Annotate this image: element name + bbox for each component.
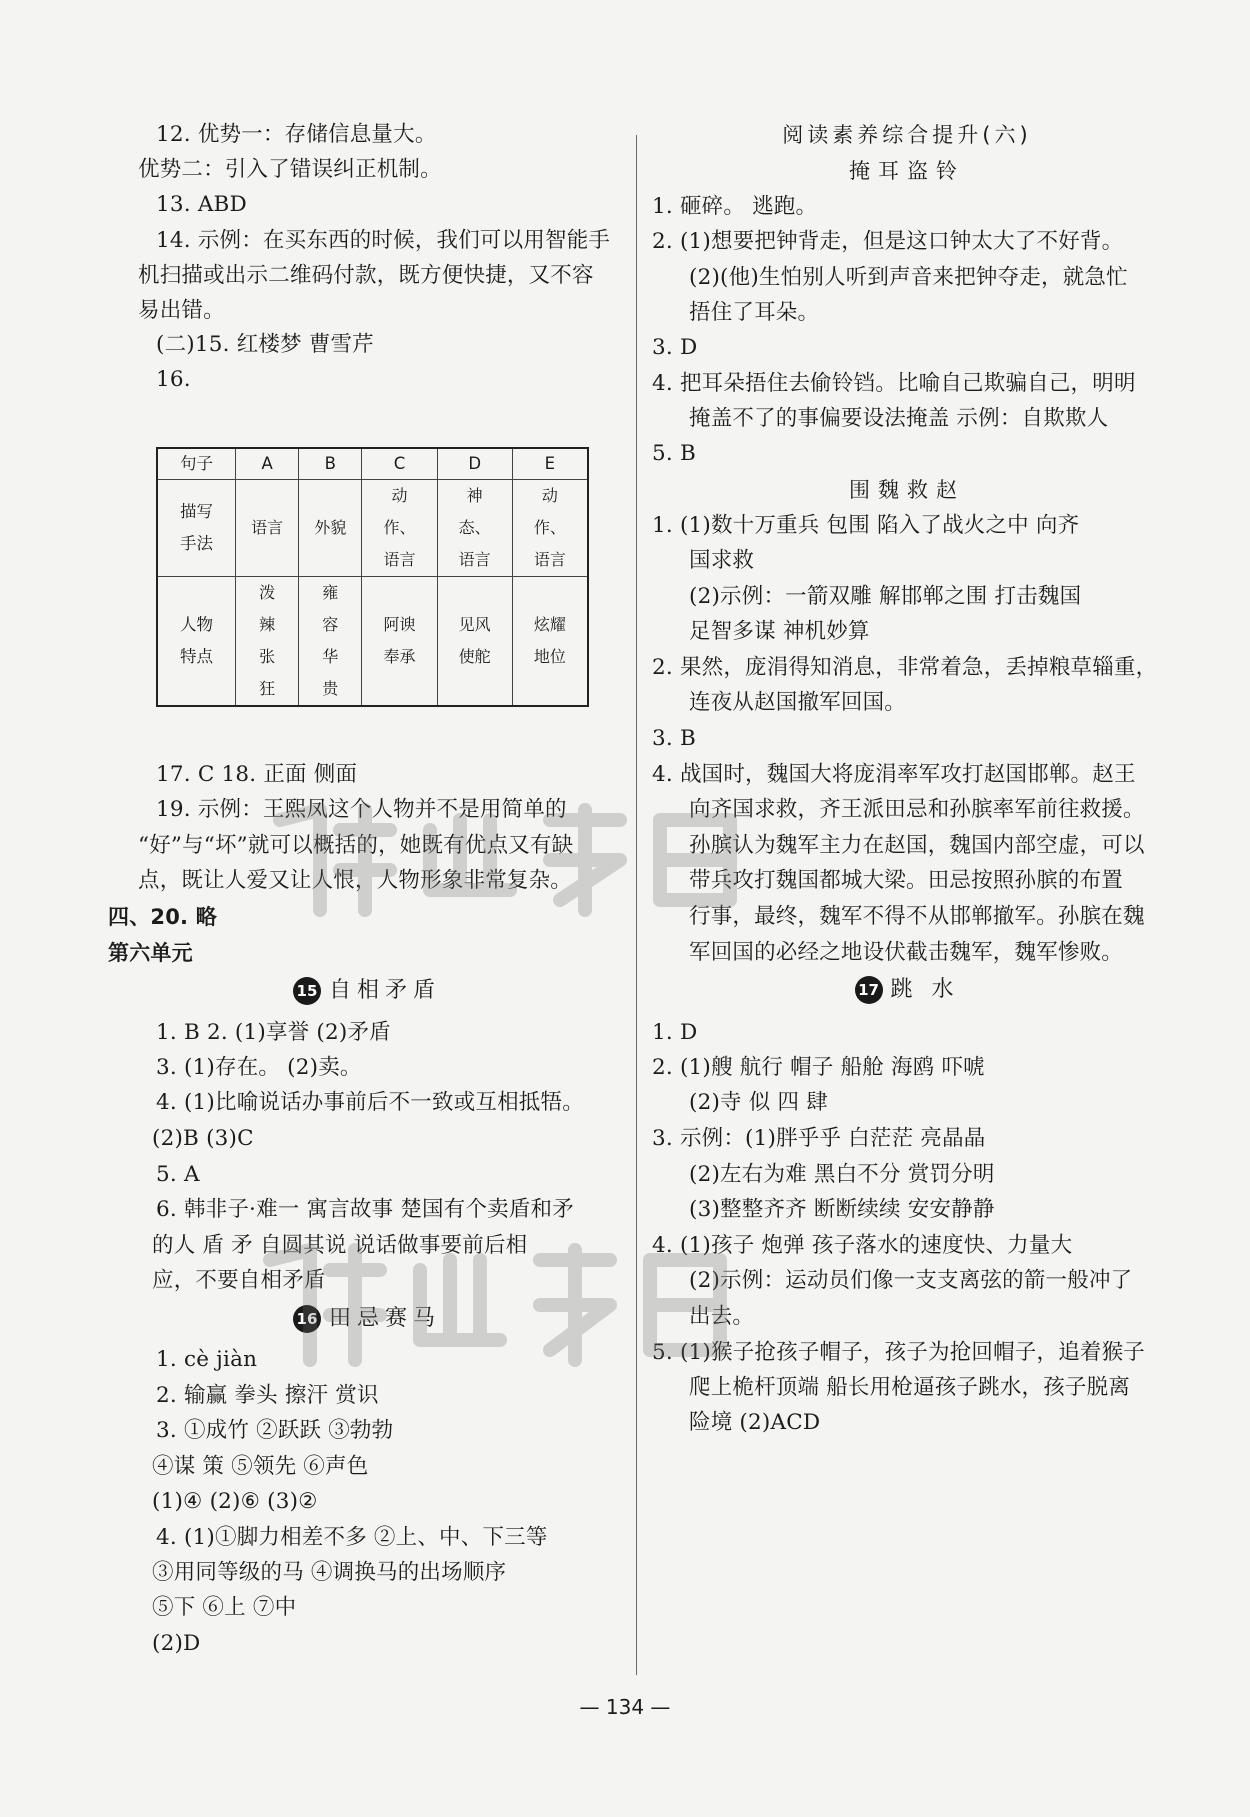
story-title: 围魏救赵	[849, 478, 965, 502]
answer-line: (2)B (3)C	[152, 1126, 254, 1151]
answer-line: 14. 示例：在买东西的时候，我们可以用智能手	[156, 228, 611, 253]
answer-line: 向齐国求救，齐王派田忌和孙膑率军前往救援。	[689, 797, 1145, 822]
story-title: 掩耳盗铃	[849, 159, 965, 183]
answer-line: (3)整整齐齐 断断续续 安安静静	[689, 1197, 995, 1222]
table-cell: A	[236, 448, 299, 480]
answer-line: 13. ABD	[156, 192, 247, 217]
answer-line: 1. 砸碎。 逃跑。	[652, 194, 818, 219]
answer-line: 3. B	[652, 726, 696, 751]
answer-line: ④谋 策 ⑤领先 ⑥声色	[152, 1454, 369, 1479]
answer-line: 孙膑认为魏军主力在赵国，魏国内部空虚，可以	[689, 833, 1145, 858]
table-cell: 神态、语言	[437, 480, 512, 577]
table-cell: 动作、语言	[362, 480, 437, 577]
answer-line: 6. 韩非子·难一 寓言故事 楚国有个卖盾和矛	[156, 1197, 574, 1222]
answer-line: 12. 优势一：存储信息量大。	[156, 122, 437, 147]
answer-line: 3. D	[652, 335, 698, 360]
lesson-title-text: 田忌赛马	[328, 1306, 441, 1331]
lesson-number-badge: 17	[855, 976, 883, 1004]
table-header-row	[157, 448, 588, 480]
section-heading: 四、20. 略	[108, 905, 217, 929]
lesson-number-badge: 16	[293, 1305, 321, 1333]
answer-line: 3. 示例：(1)胖乎乎 白茫茫 亮晶晶	[652, 1126, 986, 1151]
table-cell: 炫耀地位	[512, 577, 588, 707]
lesson-title-text: 跳 水	[890, 977, 960, 1002]
lesson-title	[108, 1302, 626, 1336]
answer-line: (2)左右为难 黑白不分 赏罚分明	[689, 1162, 995, 1187]
answer-line: 机扫描或出示二维码付款，既方便快捷，又不容	[138, 263, 594, 288]
table-row-label: 人物特点	[157, 577, 236, 707]
table-cell: 阿谀奉承	[362, 577, 437, 707]
lesson-title	[652, 973, 1162, 1007]
answer-line: 19. 示例：王熙凤这个人物并不是用简单的	[156, 797, 567, 822]
answer-line: 出去。	[689, 1304, 755, 1329]
table-cell: 见风使舵	[437, 577, 512, 707]
table-cell: 雍容华贵	[299, 577, 362, 707]
table-cell: B	[299, 448, 362, 480]
answer-line: 带兵攻打魏国都城大梁。田忌按照孙膑的布置	[689, 868, 1124, 893]
answer-line: 4. (1)①脚力相差不多 ②上、中、下三等	[156, 1525, 548, 1550]
table-cell: 句子	[157, 448, 236, 480]
answer-line: 4. (1)孩子 炮弹 孩子落水的速度快、力量大	[652, 1233, 1073, 1258]
answer-line: 4. 战国时，魏国大将庞涓率军攻打赵国邯郸。赵王	[652, 762, 1136, 787]
table-cell: 泼辣张狂	[236, 577, 299, 707]
answer-line: 1. (1)数十万重兵 包围 陷入了战火之中 向齐	[652, 513, 1080, 538]
answer-line: (2)寺 似 四 肆	[689, 1090, 828, 1115]
lesson-title	[108, 974, 626, 1008]
answer-line: ③用同等级的马 ④调换马的出场顺序	[152, 1560, 507, 1585]
column-divider	[636, 135, 637, 1675]
answer-line: (2)D	[152, 1631, 201, 1656]
answer-line: 应，不要自相矛盾	[152, 1268, 326, 1293]
answer-line: 点，既让人爱又让人恨，人物形象非常复杂。	[138, 868, 573, 893]
character-table	[156, 447, 589, 707]
answer-line: 国求救	[689, 548, 755, 573]
answer-line: 3. (1)存在。 (2)卖。	[156, 1055, 362, 1080]
answer-line: 险境 (2)ACD	[689, 1410, 821, 1435]
answer-line: (2)示例：运动员们像一支支离弦的箭一般冲了	[689, 1268, 1133, 1293]
answer-line: 5. A	[156, 1162, 200, 1187]
table-cell: 动作、语言	[512, 480, 588, 577]
answer-line: 5. (1)猴子抢孩子帽子，孩子为抢回帽子，追着猴子	[652, 1340, 1146, 1365]
answer-line: 掩盖不了的事偏要设法掩盖 示例：自欺欺人	[689, 406, 1109, 431]
answer-line: 军回国的必经之地设伏截击魏军，魏军惨败。	[689, 940, 1124, 965]
answer-line: 爬上桅杆顶端 船长用枪逼孩子跳水，孩子脱离	[689, 1375, 1131, 1400]
answer-line: 16.	[156, 367, 191, 392]
unit-heading: 第六单元	[108, 941, 193, 965]
table-row	[157, 577, 588, 707]
table-cell: D	[437, 448, 512, 480]
answer-line: 优势二：引入了错误纠正机制。	[138, 157, 442, 182]
answer-line: 行事，最终，魏军不得不从邯郸撤军。孙膑在魏	[689, 904, 1145, 929]
page-number: — 134 —	[579, 1695, 671, 1719]
table-cell: C	[362, 448, 437, 480]
lesson-title-text: 自相矛盾	[328, 978, 441, 1003]
answer-line: (2)示例：一箭双雕 解邯郸之围 打击魏国	[689, 584, 1082, 609]
answer-line: 2. (1)想要把钟背走，但是这口钟太大了不好背。	[652, 229, 1124, 254]
answer-line: 2. 果然，庞涓得知消息，非常着急，丢掉粮草辎重，	[652, 655, 1158, 680]
answer-line: 连夜从赵国撤军回国。	[689, 690, 907, 715]
section-heading: 阅读素养综合提升(六)	[782, 123, 1032, 147]
answer-line: 的人 盾 矛 自圆其说 说话做事要前后相	[152, 1233, 528, 1258]
table-row-label: 描写手法	[157, 480, 236, 577]
answer-line: 足智多谋 神机妙算	[689, 619, 870, 644]
answer-line: 4. 把耳朵捂住去偷铃铛。比喻自己欺骗自己，明明	[652, 371, 1136, 396]
answer-line: 1. cè jiàn	[156, 1347, 258, 1372]
answer-line: ⑤下 ⑥上 ⑦中	[152, 1595, 297, 1620]
answer-line: (2)(他)生怕别人听到声音来把钟夺走，就急忙	[689, 265, 1128, 290]
answer-line: (二)15. 红楼梦 曹雪芹	[156, 332, 374, 357]
answer-line: (1)④ (2)⑥ (3)②	[152, 1489, 318, 1514]
answer-line: 4. (1)比喻说话办事前后不一致或互相抵牾。	[156, 1090, 584, 1115]
answer-line: 1. B 2. (1)享誉 (2)矛盾	[156, 1020, 391, 1045]
answer-line: 17. C 18. 正面 侧面	[156, 762, 358, 787]
table-cell: E	[512, 448, 588, 480]
answer-line: 5. B	[652, 441, 696, 466]
answer-line: 易出错。	[138, 298, 225, 323]
table-row	[157, 480, 588, 577]
answer-line: “好”与“坏”就可以概括的，她既有优点又有缺	[138, 833, 574, 858]
table-cell: 外貌	[299, 480, 362, 577]
answer-line: 捂住了耳朵。	[689, 300, 820, 325]
answer-line: 2. (1)艘 航行 帽子 船舱 海鸥 吓唬	[652, 1055, 985, 1080]
answer-line: 3. ①成竹 ②跃跃 ③勃勃	[156, 1418, 394, 1443]
answer-line: 1. D	[652, 1020, 698, 1045]
answer-line: 2. 输赢 拳头 擦汗 赏识	[156, 1383, 379, 1408]
lesson-number-badge: 15	[293, 977, 321, 1005]
table-cell: 语言	[236, 480, 299, 577]
